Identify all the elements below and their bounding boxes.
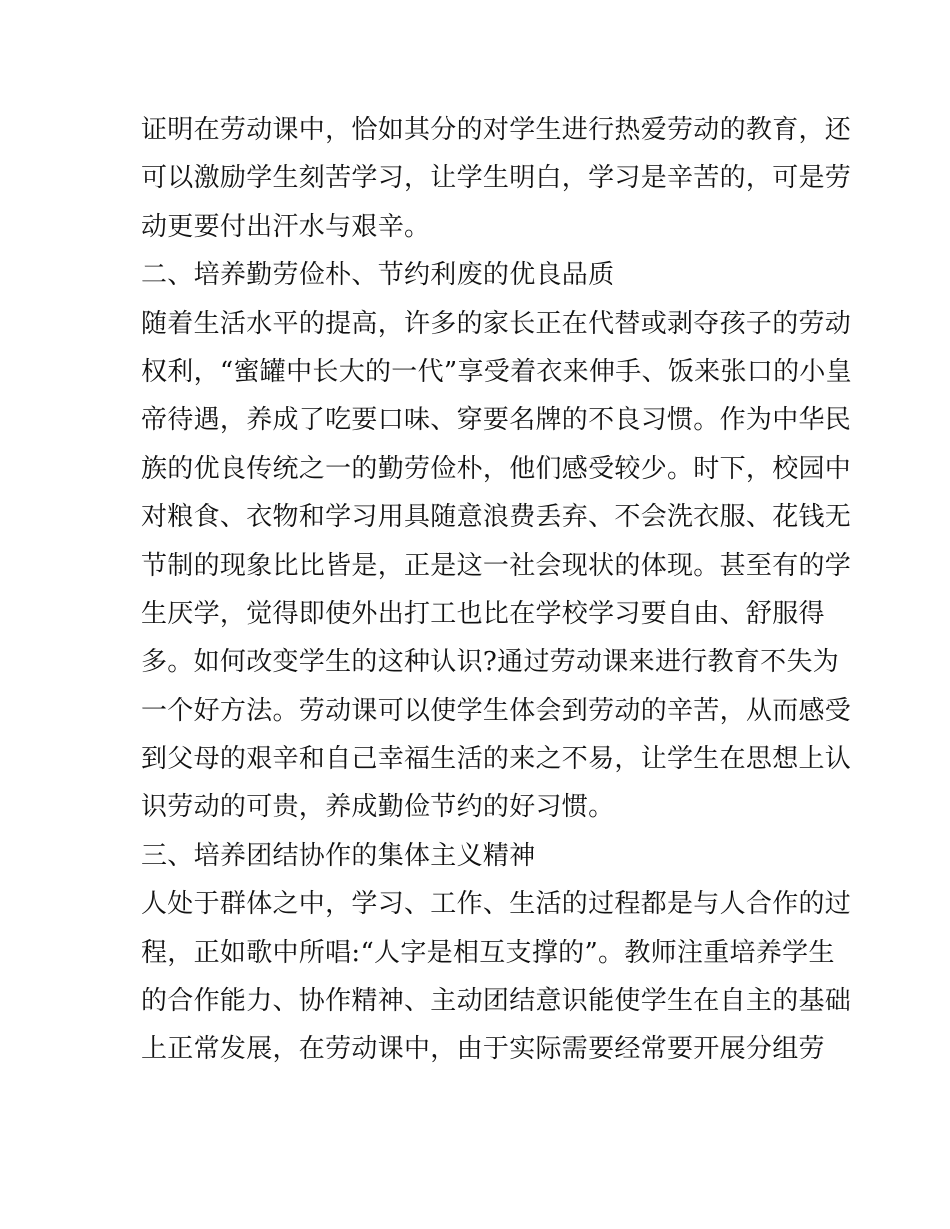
text-line: 到父母的艰辛和自己幸福生活的来之不易，让学生在思想上认 xyxy=(141,744,852,775)
text-line: 一个好方法。劳动课可以使学生体会到劳动的辛苦，从而感受 xyxy=(141,695,852,726)
text-line: 族的优良传统之一的勤劳俭朴，他们感受较少。时下，校园中 xyxy=(141,453,852,484)
text-line: 权利，“蜜罐中长大的一代”享受着衣来伸手、饭来张口的小皇 xyxy=(141,356,852,387)
text-line: 对粮食、衣物和学习用具随意浪费丢弃、不会洗衣服、花钱无 xyxy=(141,502,852,533)
text-line: 随着生活水平的提高，许多的家长正在代替或剥夺孩子的劳动 xyxy=(141,308,852,339)
text-line: 证明在劳动课中，恰如其分的对学生进行热爱劳动的教育，还 xyxy=(141,115,852,145)
text-line: 可以激励学生刻苦学习，让学生明白，学习是辛苦的，可是劳 xyxy=(141,163,852,194)
section-heading: 三、培养团结协作的集体主义精神 xyxy=(141,840,536,871)
section-heading: 二、培养勤劳俭朴、节约利废的优良品质 xyxy=(141,260,615,291)
text-line: 上正常发展，在劳动课中，由于实际需要经常要开展分组劳 xyxy=(141,1034,825,1065)
text-line: 动更要付出汗水与艰辛。 xyxy=(141,211,431,242)
document-body xyxy=(141,106,852,1074)
text-line: 节制的现象比比皆是，正是这一社会现状的体现。甚至有的学 xyxy=(141,550,852,581)
text-line: 生厌学，觉得即使外出打工也比在学校学习要自由、舒服得 xyxy=(141,598,825,629)
text-line: 的合作能力、协作精神、主动团结意识能使学生在自主的基础 xyxy=(141,986,852,1017)
text-line: 多。如何改变学生的这种认识?通过劳动课来进行教育不失为 xyxy=(141,647,840,678)
text-line: 程，正如歌中所唱:“人字是相互支撑的”。教师注重培养学生 xyxy=(141,937,835,968)
text-line: 人处于群体之中，学习、工作、生活的过程都是与人合作的过 xyxy=(141,889,852,920)
text-line: 帝待遇，养成了吃要口味、穿要名牌的不良习惯。作为中华民 xyxy=(141,405,852,436)
text-line: 识劳动的可贵，养成勤俭节约的好习惯。 xyxy=(141,792,615,823)
